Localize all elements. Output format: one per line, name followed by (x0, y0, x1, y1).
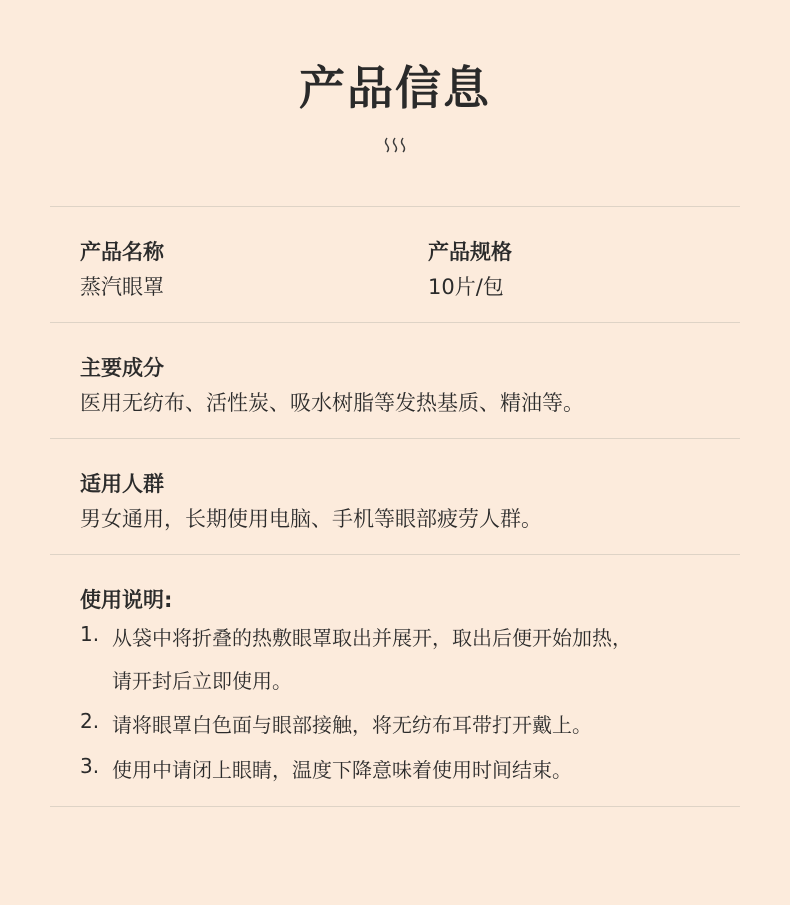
step-text: 使用中请闭上眼睛，温度下降意味着使用时间结束。 (112, 758, 572, 782)
step-text-continued: 请开封后立即使用。 (112, 669, 292, 693)
divider (50, 206, 740, 207)
product-spec-label: 产品规格 (428, 240, 512, 264)
ingredients-label: 主要成分 (80, 356, 164, 380)
step-text: 请将眼罩白色面与眼部接触，将无纺布耳带打开戴上。 (112, 713, 592, 737)
instructions-label: 使用说明: (80, 588, 173, 612)
divider (50, 806, 740, 807)
ingredients-value: 医用无纺布、活性炭、吸水树脂等发热基质、精油等。 (80, 391, 584, 415)
product-name-value: 蒸汽眼罩 (80, 275, 164, 299)
product-name-label: 产品名称 (80, 240, 164, 264)
audience-label: 适用人群 (80, 472, 164, 496)
steam-icon (383, 136, 407, 154)
product-spec-value: 10片/包 (428, 275, 504, 299)
audience-value: 男女通用，长期使用电脑、手机等眼部疲劳人群。 (80, 507, 542, 531)
step-number: 2. (80, 709, 100, 733)
divider (50, 322, 740, 323)
page-title: 产品信息 (299, 61, 491, 115)
step-number: 1. (80, 622, 100, 646)
step-number: 3. (80, 754, 100, 778)
step-text: 从袋中将折叠的热敷眼罩取出并展开，取出后便开始加热， (112, 626, 632, 650)
divider (50, 438, 740, 439)
divider (50, 554, 740, 555)
